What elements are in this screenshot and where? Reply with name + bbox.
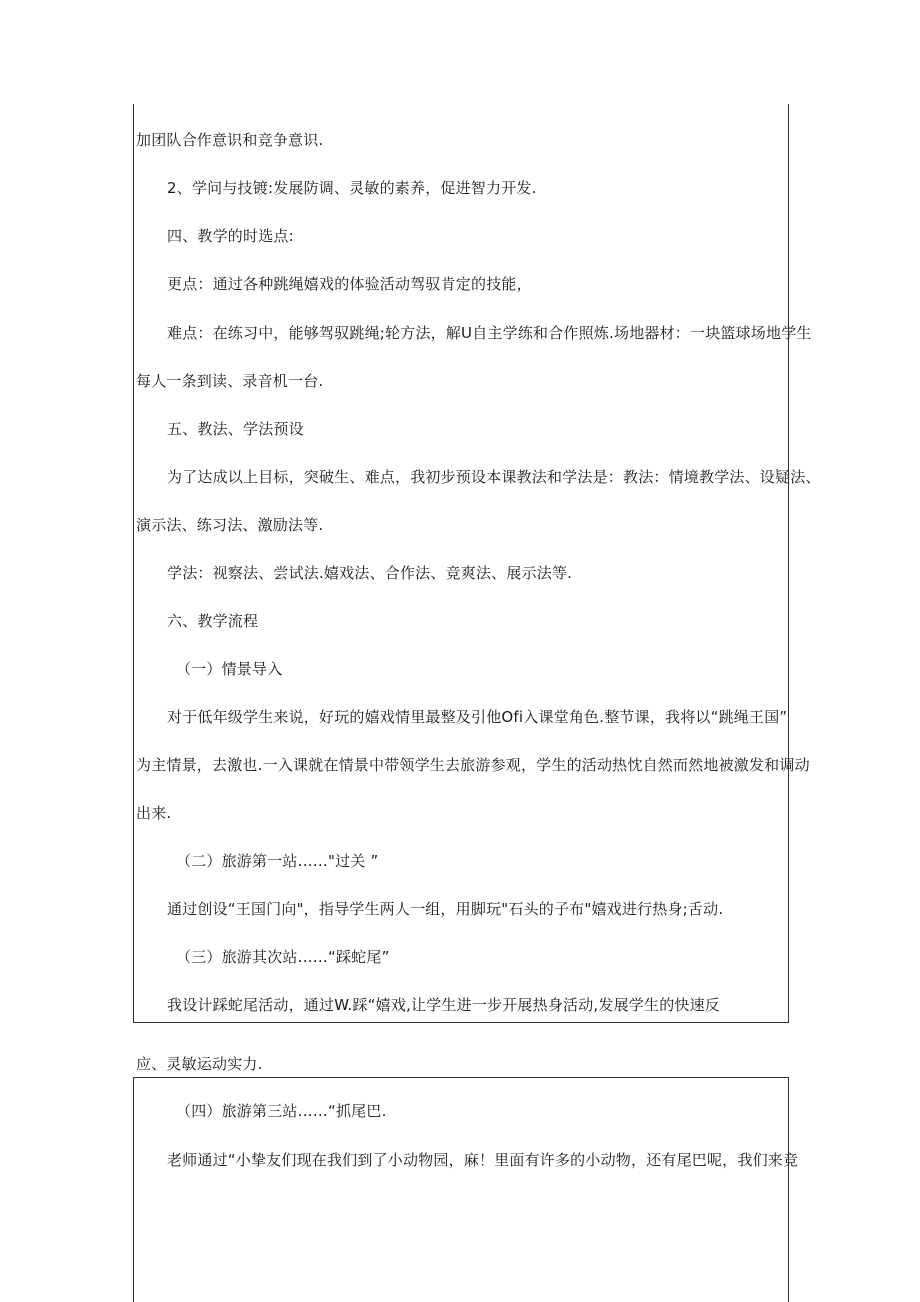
text-line: （二）旅游第一站……"过关 ” [176,852,379,870]
text-line: （一）情景导入 [176,660,283,678]
text-line: 应、灵敏运动实力. [136,1055,263,1073]
text-line: 我设计踩蛇尾活动，通过W.踩“嬉戏,让学生进一步开展热身活动,发展学生的快速反 [167,996,720,1014]
text-line: 每人一条到读、录音机一台. [136,372,324,390]
text-line: （四）旅游第三站……“抓尾巴. [176,1102,387,1120]
text-line: 通过创设“王国门向"，指导学生两人一组，用脚玩"石头的子布"嬉戏进行热身;舌动. [167,900,724,918]
text-line: 老师通过“小挚友们现在我们到了小动物园，麻！里面有许多的小动物，还有尾巴呢，我们来竞 [167,1151,799,1169]
text-line: 为了达成以上目标，突破生、难点，我初步预设本课教法和学法是：教法：情境教学法、设疑法、 [167,468,821,486]
text-line: 五、教法、学法预设 [167,420,304,438]
text-line: 学法：视察法、尝试法.嬉戏法、合作法、竞爽法、展示法等. [167,564,573,582]
text-line: 为主情景，去激也.一入课就在情景中带领学生去旅游参观，学生的活动热忱自然而然地被激发和调动 [136,756,810,774]
text-line: 出来. [136,804,172,822]
text-line: （三）旅游其次站……“踩蛇尾” [176,948,390,966]
text-line: 更点：通过各种跳绳嬉戏的体验活动驾驭肯定的技能， [167,275,532,293]
text-line: 2、学问与技镀:发展防调、灵敏的素养，促进智力开发. [167,179,537,197]
text-line: 四、教学的时选点: [167,227,294,245]
text-line: 对于低年级学生来说，好玩的嬉戏情里最整及引他Ofi入课堂角色.整节课，我将以“跳绳王国” [167,708,788,726]
text-line: 演示法、练习法、激励法等. [136,516,324,534]
text-line: 六、教学流程 [167,612,259,630]
text-line: 难点：在练习中，能够驾驭跳绳;轮方法，解U自主学练和合作照炼.场地器材：一块篮球场地学生 [167,324,812,342]
text-line: 加团队合作意识和竞争意识. [136,131,324,149]
